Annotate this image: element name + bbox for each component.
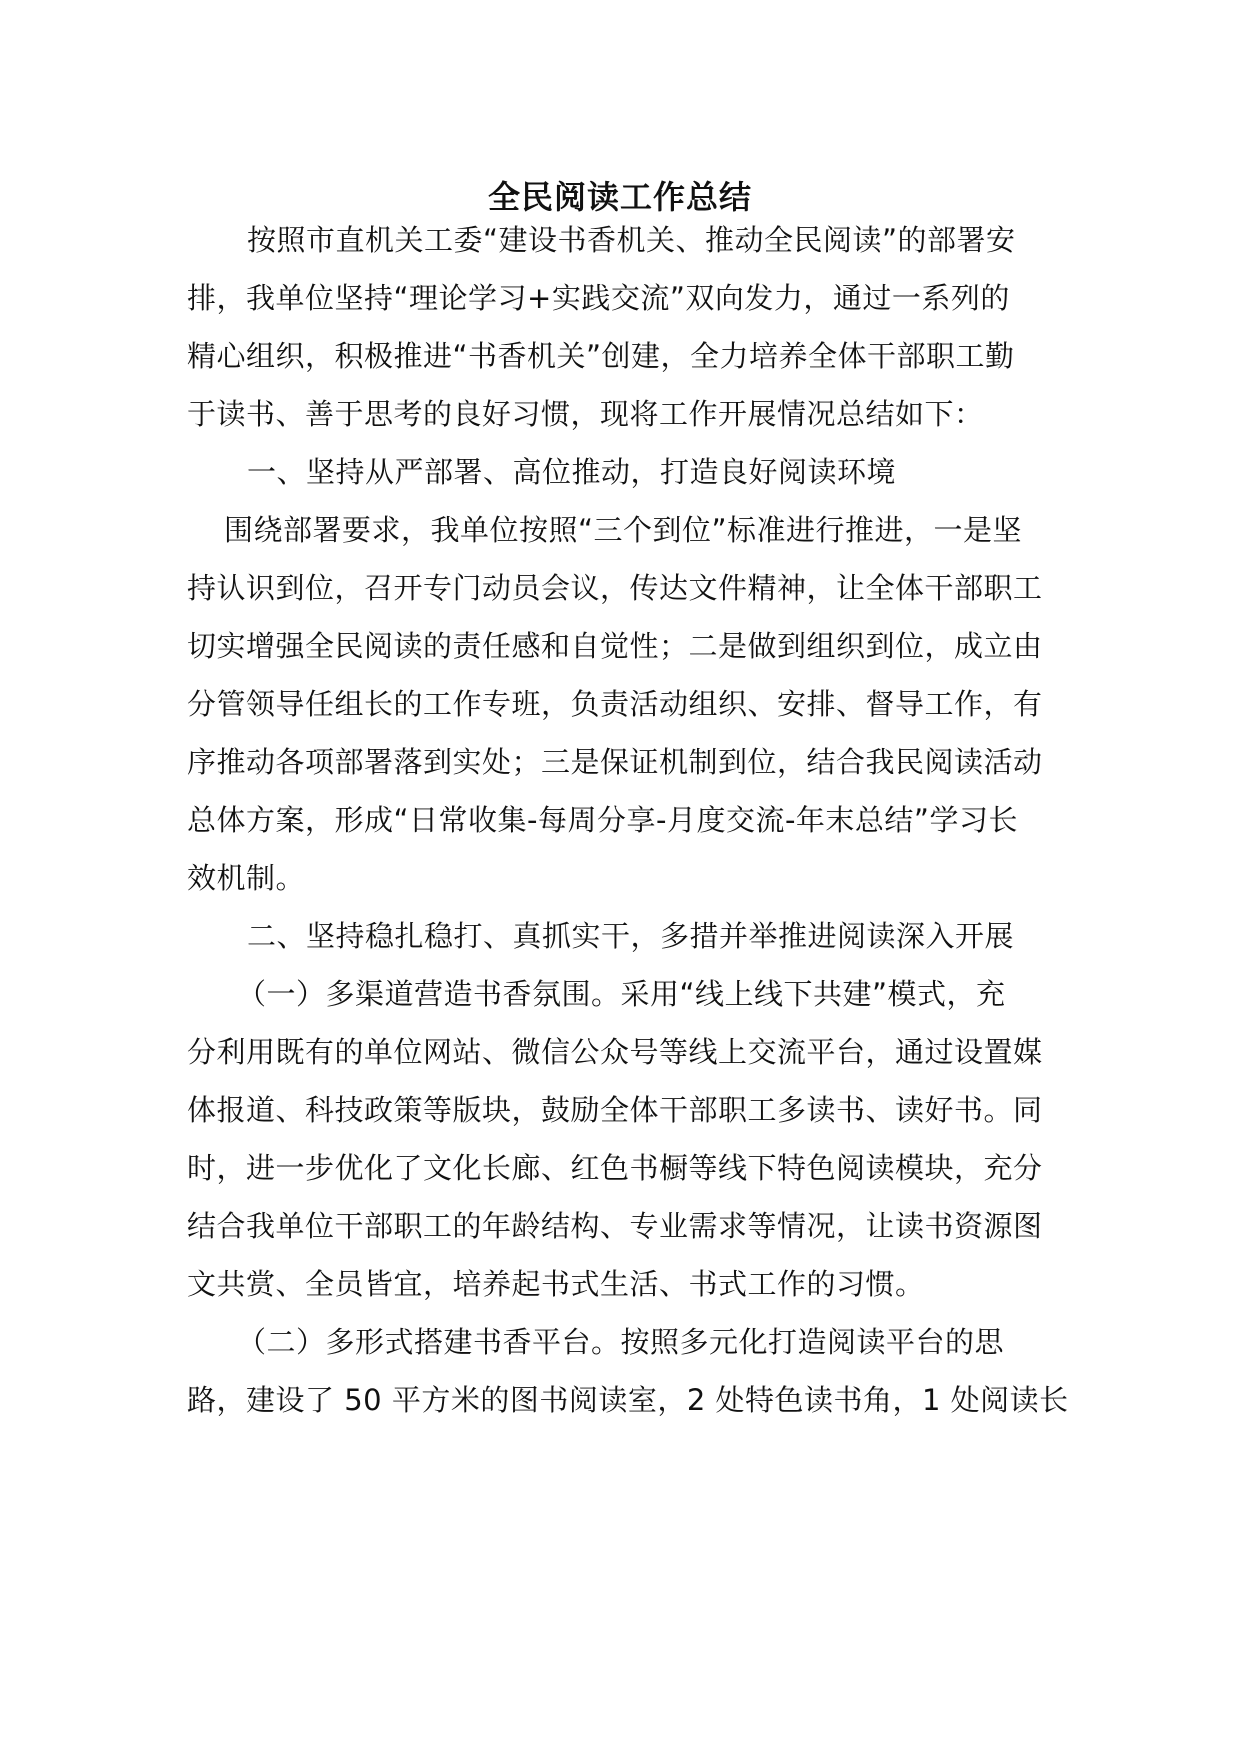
paragraph-line: 于读书、善于思考的良好习惯，现将工作开展情况总结如下： — [187, 397, 984, 431]
paragraph-line: 分管领导任组长的工作专班，负责活动组织、安排、督导工作，有 — [187, 687, 1043, 721]
section-heading: 一、坚持从严部署、高位推动，打造良好阅读环境 — [247, 455, 897, 489]
paragraph-line: （一）多渠道营造书香氛围。采用“线上线下共建”模式，充 — [237, 977, 1006, 1011]
paragraph-line: 围绕部署要求，我单位按照“三个到位”标准进行推进，一是坚 — [224, 513, 1023, 547]
paragraph-line: 体报道、科技政策等版块，鼓励全体干部职工多读书、读好书。同 — [187, 1093, 1043, 1127]
paragraph-line: 按照市直机关工委“建设书香机关、推动全民阅读”的部署安 — [247, 223, 1016, 257]
paragraph-line: 切实增强全民阅读的责任感和自觉性；二是做到组织到位，成立由 — [187, 629, 1043, 663]
paragraph-line: 文共赏、全员皆宜，培养起书式生活、书式工作的习惯。 — [187, 1267, 925, 1301]
paragraph-line: 路，建设了 50 平方米的图书阅读室，2 处特色读书角，1 处阅读长 — [187, 1383, 1069, 1417]
paragraph-line: 结合我单位干部职工的年龄结构、专业需求等情况，让读书资源图 — [187, 1209, 1043, 1243]
paragraph-line: 序推动各项部署落到实处；三是保证机制到位，结合我民阅读活动 — [187, 745, 1043, 779]
paragraph-line: 排，我单位坚持“理论学习+实践交流”双向发力，通过一系列的 — [187, 281, 1010, 315]
paragraph-line: 时，进一步优化了文化长廊、红色书橱等线下特色阅读模块，充分 — [187, 1151, 1043, 1185]
paragraph-line: 持认识到位，召开专门动员会议，传达文件精神，让全体干部职工 — [187, 571, 1043, 605]
paragraph-line: 总体方案，形成“日常收集-每周分享-月度交流-年末总结”学习长 — [187, 803, 1018, 837]
paragraph-line: 精心组织，积极推进“书香机关”创建，全力培养全体干部职工勤 — [187, 339, 1015, 373]
paragraph-line: （二）多形式搭建书香平台。按照多元化打造阅读平台的思 — [237, 1325, 1005, 1359]
paragraph-line: 分利用既有的单位网站、微信公众号等线上交流平台，通过设置媒 — [187, 1035, 1043, 1069]
section-heading: 二、坚持稳扎稳打、真抓实干，多措并举推进阅读深入开展 — [247, 919, 1015, 953]
document-title: 全民阅读工作总结 — [487, 178, 752, 216]
paragraph-line: 效机制。 — [187, 861, 306, 895]
